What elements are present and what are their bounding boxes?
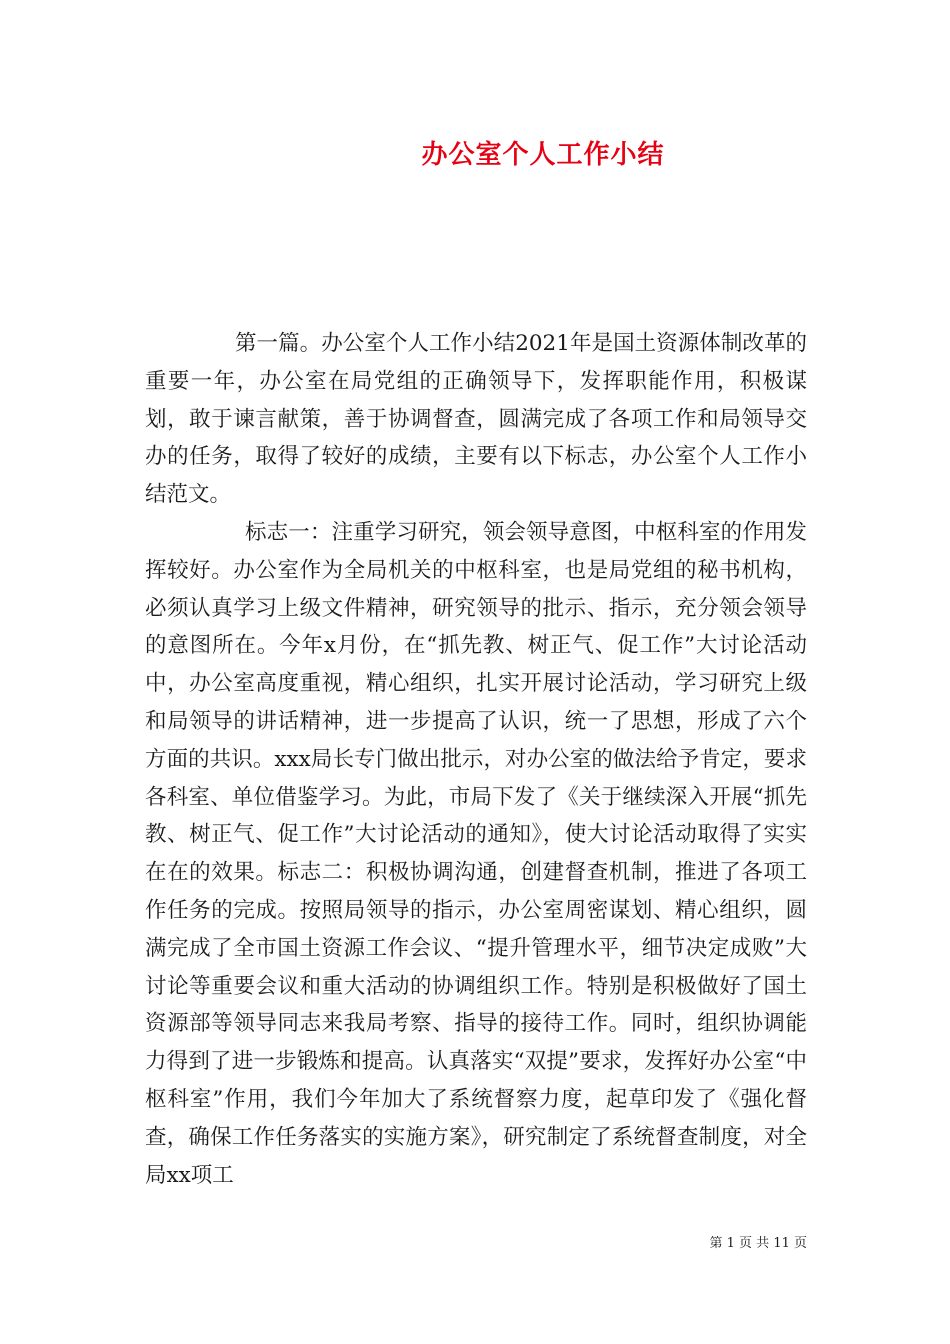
paragraph-1: 第一篇。办公室个人工作小结2021年是国土资源体制改革的重要一年，办公室在局党组的正确领导下，发挥职能作用，积极谋划，敢于谏言献策，善于协调督查，圆满完成了各项工作和局领导交办的任务，取得了较好的成绩，主要有以下标志，办公室个人工作小结范文。 [145,331,807,508]
document-title: 办公室个人工作小结 [421,140,665,170]
paragraph-2: 标志一：注重学习研究，领会领导意图，中枢科室的作用发挥较好。办公室作为全局机关的中枢科室，也是局党组的秘书机构，必须认真学习上级文件精神，研究领导的批示、指示，充分领会领导的意图所在。今年x月份，在“抓先教、树正气、促工作”大讨论活动中，办公室高度重视，精心组织，扎实开展讨论活动，学习研究上级和局领导的讲话精神，进一步提高了认识，统一了思想，形成了六个方面的共识。xxx局长专门做出批示，对办公室的做法给予肯定，要求各科室、单位借鉴学习。为此，市局下发了《关于继续深入开展“抓先教、树正气、促工作”大讨论活动的通知》，使大讨论活动取得了实实在在的效果。标志二：积极协调沟通，创建督查机制，推进了各项工作任务的完成。按照局领导的指示，办公室周密谋划、精心组织，圆满完成了全市国土资源工作会议、“提升管理水平，细节决定成败”大讨论等重要会议和重大活动的协调组织工作。特别是积极做好了国土资源部等领导同志来我局考察、指导的接待工作。同时，组织协调能力得到了进一步锻炼和提高。认真落实“双提”要求，发挥好办公室“中枢科室”作用，我们今年加大了系统督察力度，起草印发了《强化督查，确保工作任务落实的实施方案》，研究制定了系统督查制度，对全局xx项工 [145,519,807,1188]
page-footer: 第 1 页 共 11 页 [709,1236,807,1251]
document-body [145,325,807,1194]
